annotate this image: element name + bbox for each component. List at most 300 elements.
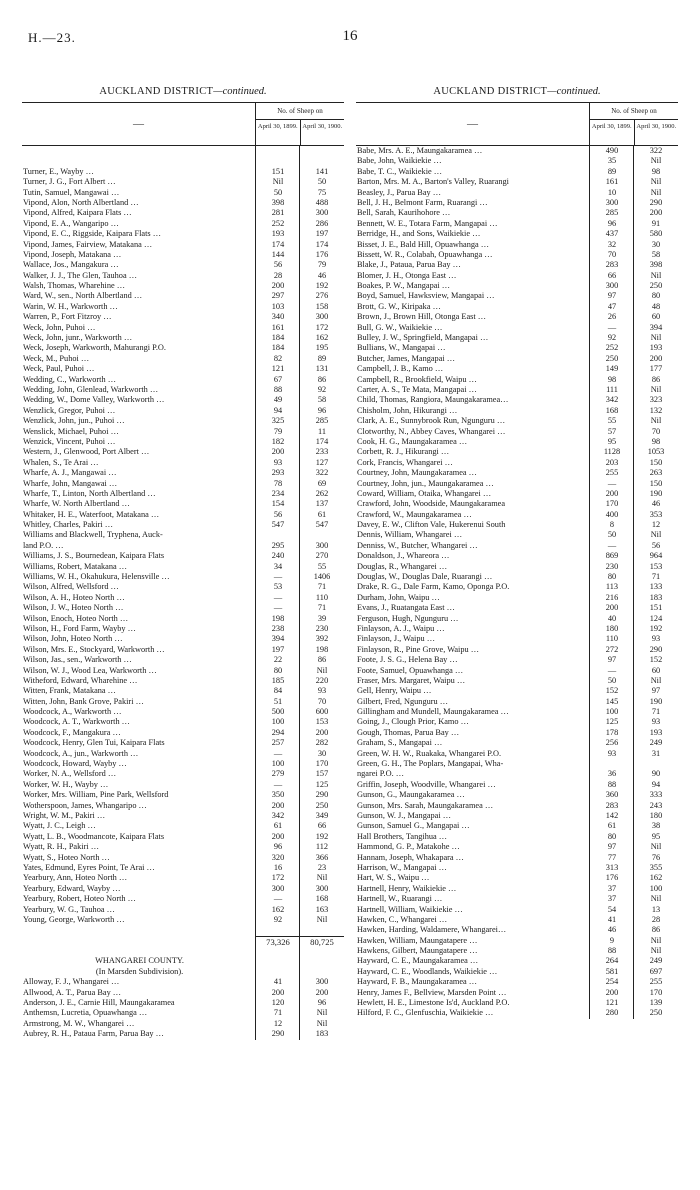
- owner-name-cell: Anthemsn, Lucretia, Opuawhanga …: [23, 1008, 148, 1018]
- owner-name-cell: Bullians, W., Mangapai …: [357, 343, 446, 353]
- table-row: [22, 499, 344, 509]
- sheep-1899-cell: 200: [605, 488, 619, 498]
- table-row: [22, 291, 344, 301]
- sheep-1900-cell: Nil: [650, 894, 662, 904]
- owner-name-cell: Armstrong, M. W., Whangarei …: [23, 1018, 135, 1028]
- sheep-1900-cell: Nil: [316, 665, 328, 675]
- sheep-1899-cell: 290: [271, 1029, 285, 1039]
- sheep-1899-cell: Nil: [272, 177, 284, 187]
- sheep-1900-cell: 76: [651, 852, 661, 862]
- column-title-text: AUCKLAND DISTRICT: [99, 86, 214, 97]
- table-row: [356, 343, 678, 353]
- owner-name-cell: Weck, Paul, Puhoi …: [23, 364, 95, 374]
- sheep-1900-cell: 93: [651, 634, 661, 644]
- owner-name-cell: Vipond, E. A., Wangaripo …: [23, 218, 119, 228]
- owner-name-cell: Weck, John, junr., Warkworth …: [23, 333, 133, 343]
- owner-name-cell: Williams, W. H., Okahukura, Helensville …: [23, 572, 170, 582]
- table-row: [22, 821, 344, 831]
- sheep-1900-cell: 79: [317, 260, 327, 270]
- total-row: [22, 936, 344, 946]
- table-row: [22, 520, 344, 530]
- sheep-1900-cell: 89: [317, 353, 327, 363]
- owner-name-cell: Hart, W. S., Waipu …: [357, 873, 430, 883]
- sheep-1900-cell: 31: [651, 748, 661, 758]
- owner-name-cell: Wyatt, S., Hoteo North …: [23, 852, 110, 862]
- owner-name-cell: Witten, Frank, Matakana …: [23, 686, 116, 696]
- sheep-1900-cell: 200: [315, 987, 329, 997]
- table-header: [356, 102, 678, 146]
- table-row: [22, 354, 344, 364]
- owner-name-cell: Wyatt, L. B., Woodmancote, Kaipara Flats: [23, 831, 165, 841]
- table-row: [356, 468, 678, 478]
- owner-name-cell: Weck, John, Puhoi …: [23, 322, 96, 332]
- sheep-1899-cell: 154: [271, 499, 285, 509]
- sheep-1899-cell: 35: [607, 156, 617, 166]
- owner-name-cell: Woodcock, A. T., Warkworth …: [23, 717, 130, 727]
- table-body: [356, 146, 678, 1019]
- owner-name-cell: Carter, A. S., Te Mata, Mangapai …: [357, 384, 477, 394]
- page-number: 16: [342, 28, 358, 44]
- sheep-1899-cell: —: [273, 779, 283, 789]
- table-row: [22, 738, 344, 748]
- name-column-header: —: [22, 103, 256, 145]
- owner-name-cell: Donaldson, J., Whareora …: [357, 551, 450, 561]
- sheep-1899-cell: 252: [605, 343, 619, 353]
- table-row: [356, 385, 678, 395]
- sheep-1899-cell: 79: [273, 426, 283, 436]
- sheep-1899-cell: 61: [273, 821, 283, 831]
- table-row: [22, 281, 344, 291]
- table-row: [356, 156, 678, 166]
- table-row: [22, 562, 344, 572]
- sheep-1899-cell: 93: [607, 748, 617, 758]
- sheep-1900-cell: 141: [315, 166, 329, 176]
- sheep-1900-cell: 151: [649, 603, 663, 613]
- owner-name-cell: Hammond, G. P., Matakohe …: [357, 842, 460, 852]
- table-row: [356, 707, 678, 717]
- owner-name-cell: Williams and Blackwell, Tryphena, Auck-: [23, 530, 163, 540]
- sheep-1899-cell: 61: [607, 821, 617, 831]
- sheep-1900-cell: Nil: [650, 177, 662, 187]
- table-row: [22, 229, 344, 239]
- owner-name-cell: Wharfe, W. North Albertland …: [23, 499, 130, 509]
- owner-name-cell: Warin, W. H., Warkworth …: [23, 301, 118, 311]
- sheep-1899-cell: 16: [273, 862, 283, 872]
- sheep-1900-cell: 1053: [647, 447, 665, 457]
- owner-name-cell: Woodcock, Henry, Glen Tui, Kaipara Flats: [23, 738, 165, 748]
- owner-name-cell: Coward, William, Otaika, Whangarei …: [357, 488, 492, 498]
- sheep-1900-cell: [300, 146, 344, 156]
- sheep-1899-cell: 54: [607, 904, 617, 914]
- sheep-1899-cell: 200: [605, 987, 619, 997]
- owner-name-cell: Vipond, James, Fairview, Matakana …: [23, 239, 153, 249]
- sheep-1900-cell: 163: [315, 904, 329, 914]
- sheep-1899-cell: 193: [271, 229, 285, 239]
- table-row: [356, 572, 678, 582]
- sheep-1900-cell: 97: [651, 686, 661, 696]
- sheep-1900-cell: 488: [315, 197, 329, 207]
- table-row: [356, 1008, 678, 1018]
- sheep-1899-cell: 264: [605, 956, 619, 966]
- sheep-1899-cell: [256, 956, 300, 966]
- sheep-1900-cell: 200: [649, 353, 663, 363]
- owner-name-cell: Worker, N. A., Wellsford …: [23, 769, 117, 779]
- table-row: [22, 572, 344, 582]
- owner-name-cell: Green, W. H. W., Ruakaka, Whangarei P.O.: [357, 748, 502, 758]
- owner-name-cell: Wilson, Mrs. E., Stockyard, Warkworth …: [23, 644, 165, 654]
- sheep-1900-cell: 153: [315, 717, 329, 727]
- sheep-1900-cell: 192: [649, 623, 663, 633]
- sheep-1899-cell: 100: [605, 707, 619, 717]
- sheep-1900-cell: 349: [315, 811, 329, 820]
- table-row: [22, 271, 344, 281]
- table-row: [22, 208, 344, 218]
- sheep-1900-cell: 290: [649, 644, 663, 654]
- table-row: [22, 707, 344, 717]
- table-row: [356, 728, 678, 738]
- sheep-1900-cell: Nil: [650, 333, 662, 343]
- sheep-1899-cell: 36: [607, 769, 617, 779]
- table-row: [22, 333, 344, 343]
- owner-name-cell: Young, George, Warkworth …: [23, 914, 125, 924]
- owner-name-cell: Boakes, P. W., Mangapai …: [357, 281, 451, 291]
- table-row: [356, 260, 678, 270]
- sheep-1899-cell: 300: [605, 281, 619, 291]
- sheep-1900-cell: 270: [315, 551, 329, 561]
- owner-name-cell: Allwood, A. T., Parua Bay …: [23, 987, 122, 997]
- table-row: [22, 780, 344, 790]
- sheep-1900-cell: 172: [315, 322, 329, 332]
- owner-name-cell: Bull, G. W., Waikiekie …: [357, 322, 443, 332]
- table-row: [356, 593, 678, 603]
- sheep-1899-cell: 97: [607, 291, 617, 301]
- owner-name-cell: Blomer, J. H., Otonga East …: [357, 270, 457, 280]
- sheep-1899-cell: 46: [607, 925, 617, 935]
- table-row: [356, 437, 678, 447]
- table-header: [22, 102, 344, 146]
- owner-name-cell: Davey, E. W., Clifton Vale, Hukerenui South: [357, 520, 506, 530]
- sheep-1900-cell: 94: [651, 779, 661, 789]
- table-row: [356, 811, 678, 821]
- table-row: [22, 676, 344, 686]
- sheep-1900-cell: 157: [315, 769, 329, 779]
- sheep-1900-cell: 192: [315, 831, 329, 841]
- owner-name-cell: Foote, J. S. G., Helena Bay …: [357, 655, 458, 665]
- owner-name-cell: Wedding, C., Warkworth …: [23, 374, 116, 384]
- sheep-1899-cell: [256, 925, 300, 935]
- sheep-1900-cell: 398: [649, 260, 663, 270]
- sheep-1900-cell: [300, 156, 344, 166]
- sheep-1899-cell: 51: [273, 696, 283, 706]
- sheep-1900-cell: 249: [649, 956, 663, 966]
- table-row: [22, 582, 344, 592]
- table-row: [356, 479, 678, 489]
- sheep-1899-cell: 100: [271, 759, 285, 769]
- owner-name-cell: Ward, W., sen., North Albertland …: [23, 291, 143, 301]
- owner-name-cell: Graham, S., Mangapai …: [357, 738, 443, 748]
- table-row: [22, 541, 344, 551]
- column-title-text: AUCKLAND DISTRICT: [433, 86, 548, 97]
- sheep-1899-cell: 82: [273, 353, 283, 363]
- table-row: [22, 988, 344, 998]
- sheep-1899-cell: 300: [271, 883, 285, 893]
- owner-name-cell: Courtney, John, jun., Maungakaramea …: [357, 478, 494, 488]
- sheep-1900-cell: 110: [315, 592, 329, 602]
- sheep-1899-cell: 113: [605, 582, 619, 592]
- sheep-count-header: [256, 103, 344, 145]
- sheep-1899-cell: 100: [271, 717, 285, 727]
- table-row: [356, 915, 678, 925]
- sheep-1899-cell: —: [273, 603, 283, 613]
- table-row: [356, 281, 678, 291]
- page-reference: H.—23.: [28, 30, 76, 45]
- owner-name-cell: Brown, J., Brown Hill, Otonga East …: [357, 312, 487, 322]
- owner-name-cell: Henry, James F., Bellview, Marsden Point …: [357, 987, 507, 997]
- owner-name-cell: Bennett, W. E., Totara Farm, Mangapai …: [357, 218, 498, 228]
- owner-name-cell: Douglas, W., Douglas Dale, Ruarangi …: [357, 572, 493, 582]
- sheep-1900-cell: 322: [649, 146, 663, 155]
- sheep-1899-cell: 80: [607, 831, 617, 841]
- sheep-1900-cell: [300, 967, 344, 977]
- owner-name-cell: Aubrey, R. H., Pataua Farm, Parua Bay …: [23, 1029, 164, 1039]
- owner-name-cell: Hewlett, H. E., Limestone Is'd, Auckland P.O.: [357, 998, 510, 1008]
- sheep-1900-cell: 71: [317, 582, 327, 592]
- owner-name-cell: Wilson, A. H., Hoteo North …: [23, 592, 125, 602]
- sheep-1899-cell: 184: [271, 333, 285, 343]
- table-row: [22, 645, 344, 655]
- sheep-1899-cell: 121: [605, 998, 619, 1008]
- sheep-1899-cell: 198: [271, 613, 285, 623]
- owner-name-cell: [22, 925, 256, 935]
- owner-name-cell: ngarei P.O. …: [357, 769, 405, 779]
- table-row: [22, 853, 344, 863]
- table-row: [356, 541, 678, 551]
- sheep-1899-cell: —: [607, 478, 617, 488]
- sheep-1899-cell: 255: [605, 468, 619, 478]
- owner-name-cell: Hartnell, W., Ruarangi …: [357, 894, 443, 904]
- sheep-1899-cell: 67: [273, 374, 283, 384]
- sheep-1900-cell: 125: [315, 779, 329, 789]
- sheep-1900-cell: 71: [317, 603, 327, 613]
- table-row: [356, 219, 678, 229]
- table-row: [356, 520, 678, 530]
- table-row: [22, 458, 344, 468]
- table-row: [22, 666, 344, 676]
- owner-name-cell: Green, G. H., The Poplars, Mangapai, Wha-: [357, 759, 504, 769]
- table-row: [22, 416, 344, 426]
- sheep-1900-cell: 60: [651, 665, 661, 675]
- owner-name-cell: Harrison, W., Mangapai …: [357, 862, 447, 872]
- table-row: [356, 624, 678, 634]
- sheep-1900-cell: 75: [317, 187, 327, 197]
- table-row: [22, 406, 344, 416]
- sheep-1900-cell: [634, 759, 678, 769]
- sheep-1899-cell: 254: [605, 977, 619, 987]
- table-row: [22, 385, 344, 395]
- sheep-1899-cell: 96: [273, 842, 283, 852]
- table-row: [22, 998, 344, 1008]
- owner-name-cell: Whitaker, H. E., Waterfoot, Matakana …: [23, 509, 160, 519]
- table-row: [356, 863, 678, 873]
- owner-name-cell: Hawkens, Gilbert, Maungatapere …: [357, 946, 478, 956]
- owner-name-cell: Finlayson, J., Waipu …: [357, 634, 436, 644]
- owner-name-cell: Clark, A. E., Sunnybrook Run, Ngunguru …: [357, 416, 506, 426]
- owner-name-cell: Witten, John, Bank Grove, Pakiri …: [23, 696, 144, 706]
- owner-name-cell: Williams, J. S., Bournedean, Kaipara Flats: [23, 551, 165, 561]
- table-row: [22, 614, 344, 624]
- sheep-1899-cell: [256, 967, 300, 977]
- sheep-1899-cell: 125: [605, 717, 619, 727]
- sheep-1900-cell: 193: [649, 343, 663, 353]
- sheep-1900-cell: 90: [651, 769, 661, 779]
- sheep-1900-cell: [300, 925, 344, 935]
- sheep-1899-cell: 88: [273, 384, 283, 394]
- owner-name-cell: Gunson, G., Maungakaramea …: [357, 790, 465, 800]
- date-header-1900: April 30, 1900.: [634, 120, 679, 145]
- sheep-1899-cell: 869: [605, 551, 619, 561]
- sheep-1899-cell: 40: [607, 613, 617, 623]
- owner-name-cell: Campbell, J. B., Kamo …: [357, 364, 444, 374]
- table-row: [22, 946, 344, 956]
- table-row: [22, 146, 344, 156]
- table-row: [22, 260, 344, 270]
- date-headers: [256, 120, 344, 145]
- sheep-1899-cell: 89: [607, 166, 617, 176]
- table-row: [356, 208, 678, 218]
- table-row: [22, 489, 344, 499]
- table-row: [22, 1029, 344, 1039]
- sheep-1900-cell: 58: [317, 395, 327, 405]
- table-row: [22, 375, 344, 385]
- sheep-1899-cell: 73,326: [256, 936, 300, 946]
- sheep-1899-cell: 250: [605, 353, 619, 363]
- sheep-1899-cell: 111: [606, 384, 618, 394]
- sheep-1900-cell: 93: [651, 717, 661, 727]
- sheep-1900-cell: 366: [315, 852, 329, 862]
- sheep-1899-cell: —: [607, 322, 617, 332]
- sheep-count-group-header: No. of Sheep on: [256, 103, 344, 120]
- table-row: [22, 697, 344, 707]
- owner-name-cell: Babe, T. C., Waikiekie …: [357, 166, 443, 176]
- sheep-1899-cell: 313: [605, 862, 619, 872]
- sheep-1899-cell: 176: [605, 873, 619, 883]
- sheep-1899-cell: 93: [273, 457, 283, 467]
- table-row: [22, 624, 344, 634]
- sheep-1900-cell: 290: [315, 790, 329, 800]
- table-row: [22, 312, 344, 322]
- owner-name-cell: Yearbury, Ann, Hoteo North …: [23, 873, 128, 883]
- owner-name-cell: Babe, Mrs. A. E., Maungakaramea …: [357, 146, 483, 155]
- sheep-1900-cell: [300, 956, 344, 966]
- sheep-1900-cell: Nil: [650, 416, 662, 426]
- sheep-1900-cell: 177: [649, 364, 663, 374]
- sheep-1900-cell: 86: [317, 655, 327, 665]
- sheep-1899-cell: 97: [607, 842, 617, 852]
- sheep-1899-cell: 12: [273, 1018, 283, 1028]
- sheep-1899-cell: 151: [271, 166, 285, 176]
- owner-name-cell: Wilson, Alfred, Wellsford …: [23, 582, 119, 592]
- table-row: [22, 156, 344, 166]
- column-title: [22, 86, 344, 102]
- table-row: [356, 988, 678, 998]
- sheep-1900-cell: 176: [315, 249, 329, 259]
- sheep-1899-cell: 168: [605, 405, 619, 415]
- owner-name-cell: Woodcock, Howard, Wayby …: [23, 759, 127, 769]
- owner-name-cell: Wyatt, R. H., Pakiri …: [23, 842, 100, 852]
- sheep-1899-cell: 144: [271, 249, 285, 259]
- table-row: [356, 655, 678, 665]
- owner-name-cell: Child, Thomas, Rangiora, Maungakaramea…: [357, 395, 509, 405]
- table-row: [356, 458, 678, 468]
- table-row: [356, 946, 678, 956]
- sheep-1900-cell: 1406: [313, 572, 331, 582]
- sheep-1900-cell: 86: [651, 925, 661, 935]
- owner-name-cell: Berridge, H., and Sons, Waikiekie …: [357, 229, 481, 239]
- owner-name-cell: Woodcock, F., Mangakura …: [23, 727, 121, 737]
- sheep-1899-cell: 500: [271, 707, 285, 717]
- table-row: [22, 832, 344, 842]
- sheep-1900-cell: 55: [317, 561, 327, 571]
- table-row: [22, 468, 344, 478]
- sheep-1899-cell: 110: [605, 634, 619, 644]
- sheep-1900-cell: Nil: [650, 156, 662, 166]
- table-row: [22, 395, 344, 405]
- sheep-1900-cell: 547: [315, 520, 329, 530]
- table-row: [22, 302, 344, 312]
- table-row: [22, 769, 344, 779]
- table-row: [22, 510, 344, 520]
- sheep-1899-cell: 47: [607, 301, 617, 311]
- sheep-1899-cell: 94: [273, 405, 283, 415]
- sheep-1899-cell: 200: [271, 800, 285, 810]
- sheep-1900-cell: 250: [315, 800, 329, 810]
- sheep-1900-cell: Nil: [650, 270, 662, 280]
- table-row: [22, 198, 344, 208]
- owner-name-cell: Brott, G. W., Kiripaka …: [357, 301, 441, 311]
- table-row: [356, 686, 678, 696]
- sheep-1899-cell: [256, 146, 300, 156]
- sheep-1899-cell: 170: [605, 499, 619, 509]
- sheep-1899-cell: 350: [271, 790, 285, 800]
- owner-name-cell: Ferguson, Hugh, Ngunguru …: [357, 613, 459, 623]
- table-row: [356, 312, 678, 322]
- owner-name-cell: Wenzlick, Gregor, Puhoi …: [23, 405, 116, 415]
- sheep-1899-cell: 184: [271, 343, 285, 353]
- sheep-1899-cell: 56: [273, 260, 283, 270]
- sheep-1900-cell: 286: [315, 218, 329, 228]
- owner-name-cell: Cork, Francis, Whangarei …: [357, 457, 453, 467]
- owner-name-cell: Fraser, Mrs. Margaret, Waipu …: [357, 675, 466, 685]
- table-row: [356, 614, 678, 624]
- owner-name-cell: [22, 156, 256, 166]
- sheep-1899-cell: 581: [605, 966, 619, 976]
- owner-name-cell: Bell, J. H., Belmont Farm, Ruarangi …: [357, 197, 488, 207]
- table-row: [356, 894, 678, 904]
- owner-name-cell: Wedding, W., Dome Valley, Warkworth …: [23, 395, 165, 405]
- sheep-1900-cell: 91: [651, 218, 661, 228]
- owner-name-cell: Courtney, John, Maungakaramea …: [357, 468, 477, 478]
- sheep-1899-cell: 162: [271, 904, 285, 914]
- owner-name-cell: Hayward, C. E., Maungakaramea …: [357, 956, 479, 966]
- owner-name-cell: Hayward, C. E., Woodlands, Waikiekie …: [357, 966, 498, 976]
- sheep-1899-cell: 293: [271, 468, 285, 478]
- sheep-1900-cell: 200: [649, 208, 663, 218]
- table-row: [356, 395, 678, 405]
- table-row: [356, 832, 678, 842]
- sheep-1900-cell: Nil: [650, 187, 662, 197]
- sheep-1899-cell: 200: [271, 987, 285, 997]
- table-row: [22, 250, 344, 260]
